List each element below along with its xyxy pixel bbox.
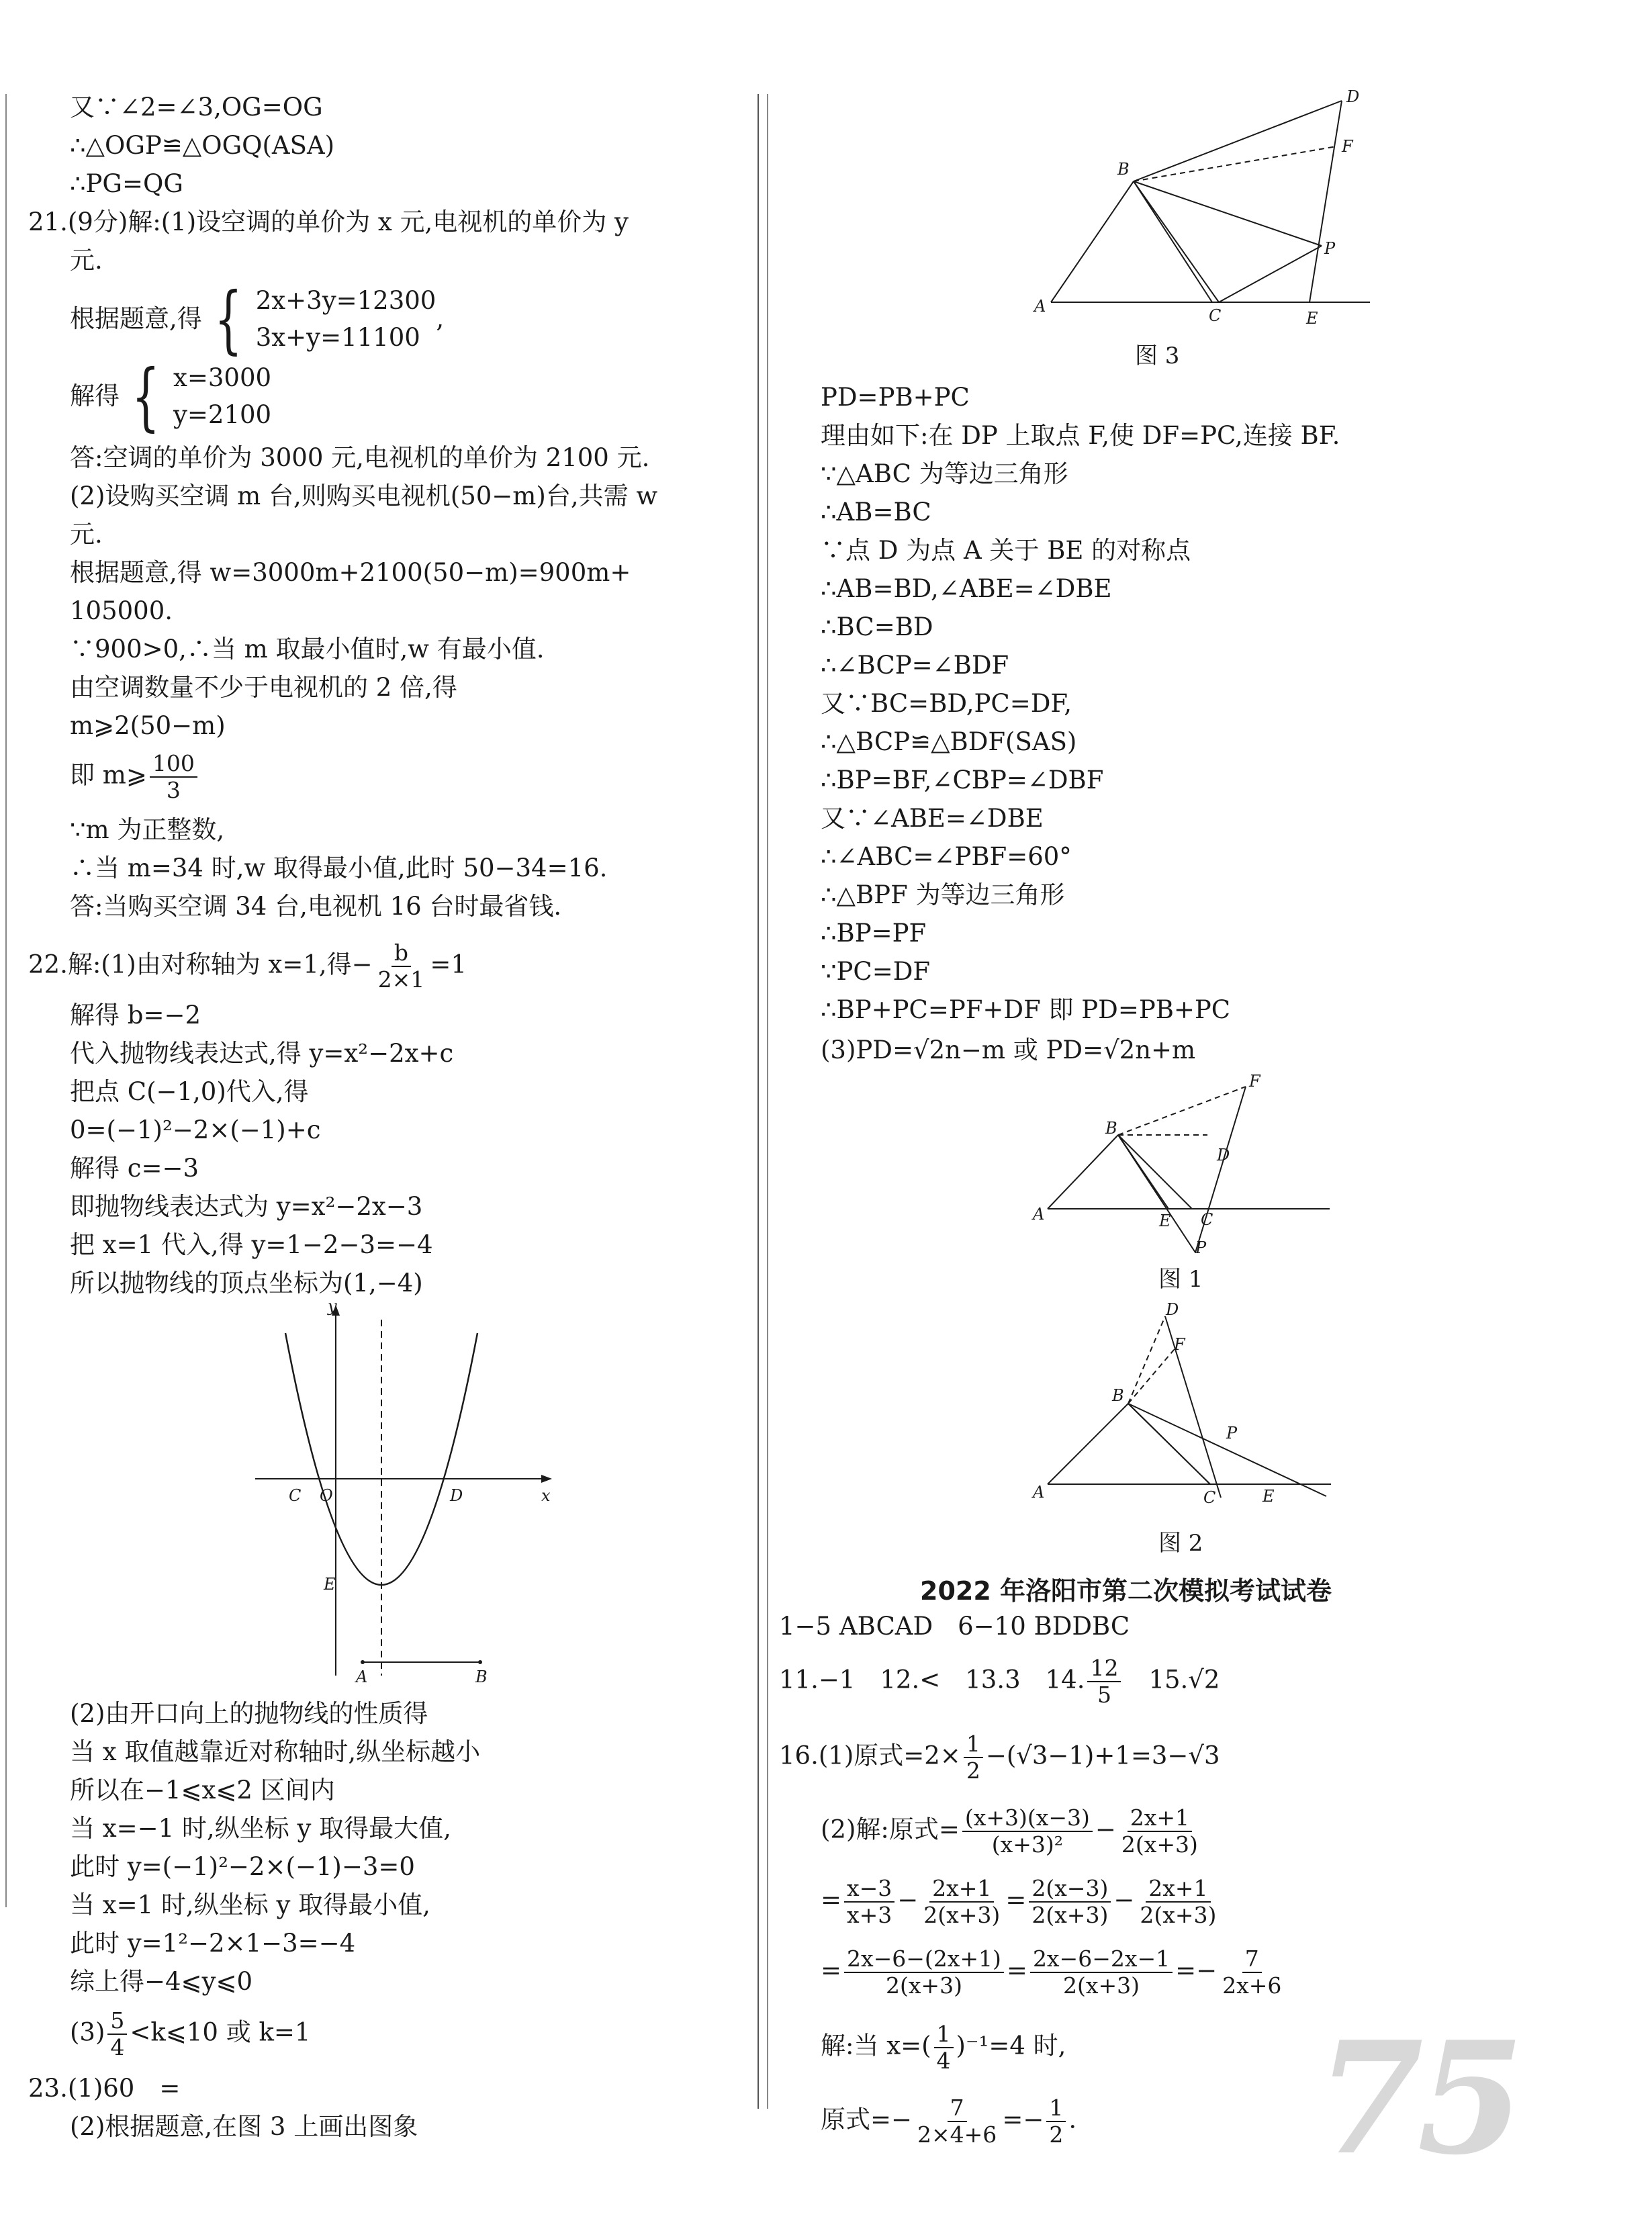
point-label-b: B: [1117, 160, 1130, 179]
text-line: 又∵∠2=∠3,OG=OG: [70, 93, 323, 122]
point-label-c: C: [1203, 1488, 1216, 1507]
text-line: [821, 2095, 1076, 2148]
fraction-denominator: 2x+6: [1222, 1972, 1282, 1999]
text-line: ∵900>0,∴当 m 取最小值时,w 有最小值.: [70, 635, 545, 664]
fraction-denominator: 4: [110, 2034, 125, 2060]
text-line: 理由如下:在 DP 上取点 F,使 DF=PC,连接 BF.: [821, 421, 1340, 450]
fraction-numerator: 2x−6−2x−1: [1030, 1946, 1173, 1973]
fraction: [1029, 1876, 1111, 1928]
fraction: [934, 2021, 954, 2074]
fraction: [1137, 1876, 1219, 1928]
text-line: 解得 b=−2: [70, 1001, 201, 1030]
point-label-f: F: [1249, 1075, 1260, 1091]
text-line: 此时 y=(−1)²−2×(−1)−3=0: [70, 1852, 415, 1881]
text-line: (3)PD=√2n−m 或 PD=√2n+m: [821, 1036, 1196, 1064]
text-line: (2)根据题意,在图 3 上画出图象: [70, 2112, 418, 2141]
text-line: 当 x=−1 时,纵坐标 y 取得最大值,: [70, 1814, 451, 1843]
fraction: [1220, 1946, 1284, 1999]
point-label-c: C: [1201, 1210, 1213, 1229]
text-span: )⁻¹=4 时,: [956, 2031, 1066, 2060]
text-line: ∵△ABC 为等边三角形: [821, 459, 1068, 488]
text-line: 元.: [70, 520, 103, 549]
text-line: 0=(−1)²−2×(−1)+c: [70, 1115, 321, 1144]
text-span: (2)解:原式=: [821, 1815, 960, 1844]
text-line: = $\frac{x-3}{x+3}$ − $\frac{2x+1}{2(x+3)}$ = $\frac{2(x-3)}{2(x+3)}$ − $\frac{2x+1}{2(x+3)}$: [821, 1876, 1222, 1928]
right-column: [759, 0, 1652, 2237]
text-line: 由空调数量不少于电视机的 2 倍,得: [70, 673, 457, 702]
text-span: −(√3−1)+1=3−√3: [985, 1741, 1220, 1770]
fraction-numerator: 5: [107, 2008, 127, 2035]
text-line: 所以在−1⩽x⩽2 区间内: [70, 1776, 335, 1805]
fraction-denominator: 2(x+3): [1140, 1902, 1217, 1928]
text-line: [70, 751, 200, 803]
fraction-denominator: 2×1: [377, 966, 425, 993]
left-column: [0, 0, 759, 2237]
text-line: 105000.: [70, 596, 173, 625]
fraction-numerator: 12: [1087, 1655, 1121, 1682]
equation-system: [70, 276, 445, 362]
text-span: 解:当 x=(: [821, 2031, 931, 2060]
point-label-e: E: [1263, 1487, 1275, 1506]
fraction-numerator: 2x+1: [929, 1876, 994, 1903]
equation: 3x+y=11100: [255, 323, 420, 352]
fraction-numerator: (x+3)(x−3): [962, 1805, 1093, 1832]
text-line: ∴AB=BC: [821, 498, 931, 527]
text-span: 11.−1 12.< 13.3 14.: [779, 1665, 1085, 1694]
text-span: .: [1068, 2105, 1077, 2134]
brace-icon: {: [214, 276, 242, 362]
text-line: 根据题意,得 w=3000m+2100(50−m)=900m+: [70, 558, 631, 587]
fraction-denominator: 5: [1097, 1682, 1111, 1708]
text-line: 元.: [70, 246, 103, 275]
question-23-heading: 23.(1)60 =: [28, 2074, 181, 2103]
fraction-numerator: 1: [1046, 2095, 1066, 2122]
figure-2-caption: 图 2: [1158, 1530, 1203, 1557]
figure-3: [1021, 87, 1397, 343]
fraction-numerator: 7: [948, 2095, 967, 2122]
x-axis-label: x: [541, 1486, 551, 1505]
text-line: 即抛物线表达式为 y=x²−2x−3: [70, 1192, 423, 1221]
figure-1-caption: 图 1: [1158, 1266, 1203, 1293]
text-line: = $\frac{2x-6-(2x+1)}{2(x+3)}$ = $\frac{2x-6-2x-1}{2(x+3)}$ =− $\frac{7}{2x+6}$: [821, 1946, 1287, 1999]
text-line: 所以抛物线的顶点坐标为(1,−4): [70, 1269, 423, 1297]
brace-icon: {: [132, 353, 160, 439]
text-line: ∴当 m=34 时,w 取得最小值,此时 50−34=16.: [70, 854, 608, 882]
parabola-graph: [242, 1299, 564, 1689]
text-span: 16.(1)原式=2×: [779, 1741, 961, 1770]
equation: x=3000: [173, 363, 272, 392]
text-line: ∴BC=BD: [821, 612, 933, 641]
point-label-p: P: [1324, 239, 1336, 258]
text-line: ∴△BPF 为等边三角形: [821, 880, 1065, 909]
text-line: ∴BP=PF: [821, 919, 927, 948]
fraction: [915, 2095, 999, 2148]
fraction: [844, 1946, 1004, 1999]
text-span: 原式=−: [821, 2105, 913, 2134]
point-label-e: E: [1159, 1212, 1171, 1230]
fraction-denominator: 2×4+6: [917, 2121, 997, 2148]
text-line: PD=PB+PC: [821, 383, 970, 412]
question-21-heading: 21.(9分)解:(1)设空调的单价为 x 元,电视机的单价为 y: [28, 208, 629, 236]
text-line: 此时 y=1²−2×1−3=−4: [70, 1929, 356, 1958]
text-line: 又∵∠ABE=∠DBE: [821, 804, 1044, 833]
text-line: ∴AB=BD,∠ABE=∠DBE: [821, 574, 1112, 603]
text-line: ∵PC=DF: [821, 957, 931, 986]
fraction-denominator: (x+3)²: [991, 1831, 1064, 1858]
fraction-numerator: b: [392, 940, 411, 967]
text-span: <k⩽10 或 k=1: [130, 2017, 311, 2047]
fraction: [1119, 1805, 1201, 1858]
text-line: 代入抛物线表达式,得 y=x²−2x+c: [70, 1039, 454, 1068]
text-line: [70, 2008, 310, 2060]
point-label-a: A: [1033, 1483, 1045, 1502]
equation: 2x+3y=12300: [255, 286, 437, 315]
point-label-b: B: [1112, 1386, 1124, 1405]
fraction: [375, 940, 428, 993]
fraction-denominator: 2(x+3): [1031, 1902, 1109, 1928]
origin-label: O: [320, 1486, 333, 1505]
point-label-c: C: [289, 1486, 302, 1505]
text-span: =1: [430, 950, 467, 979]
text-line: 当 x=1 时,纵坐标 y 取得最小值,: [70, 1890, 430, 1919]
text-line: 把点 C(−1,0)代入,得: [70, 1077, 309, 1106]
answer-line: 1−5 ABCAD 6−10 BDDBC: [779, 1612, 1130, 1641]
point-label-e: E: [324, 1575, 336, 1594]
fraction-numerator: 100: [150, 751, 197, 778]
text-line: 又∵BC=BD,PC=DF,: [821, 689, 1072, 718]
fraction-denominator: 2: [1049, 2121, 1064, 2148]
text-line: [821, 2021, 1066, 2074]
point-label-f: F: [1342, 137, 1353, 156]
text-line: (2)解:原式= $\frac{(x+3)(x-3)}{\text{(x+3)²}}$ − $\frac{2x+1}{2(x+3)}$: [821, 1805, 1203, 1858]
text-span: 即 m⩾: [70, 760, 147, 790]
text-line: ∴BP+PC=PF+DF 即 PD=PB+PC: [821, 995, 1231, 1024]
text-line: ∴△OGP≌△OGQ(ASA): [70, 131, 335, 160]
fraction: [1030, 1946, 1173, 1999]
text-line: (2)设购买空调 m 台,则购买电视机(50−m)台,共需 w: [70, 482, 658, 510]
text-line: ∵点 D 为点 A 关于 BE 的对称点: [821, 536, 1191, 565]
point-label-b: B: [475, 1668, 488, 1686]
point-label-a: A: [1033, 1205, 1045, 1224]
fraction-denominator: 2(x+3): [1121, 1831, 1198, 1858]
text-line: ∴PG=QG: [70, 169, 183, 198]
question-22-heading: [28, 940, 467, 993]
fraction: [1046, 2095, 1066, 2148]
point-label-a: A: [356, 1668, 368, 1686]
text-line: ,: [436, 304, 445, 333]
figure-2: [1027, 1303, 1336, 1518]
y-axis-label: y: [328, 1299, 337, 1316]
text-line: ∴∠BCP=∠BDF: [821, 651, 1009, 680]
point-label-d: D: [1166, 1303, 1179, 1319]
fraction-numerator: 1: [964, 1731, 983, 1758]
fraction-numerator: 1: [934, 2021, 954, 2048]
point-label-p: P: [1195, 1238, 1207, 1257]
text-span: 15.√2: [1123, 1665, 1220, 1694]
point-label-d: D: [450, 1486, 463, 1505]
fraction-numerator: 2x+1: [1146, 1876, 1210, 1903]
fraction-numerator: 7: [1242, 1946, 1262, 1973]
point-label-d: D: [1217, 1146, 1230, 1165]
fraction-denominator: 2: [966, 1757, 980, 1784]
fraction-numerator: 2x+1: [1128, 1805, 1192, 1832]
fraction-denominator: 2(x+3): [1063, 1972, 1140, 1999]
text-line: 当 x 取值越靠近对称轴时,纵坐标越小: [70, 1737, 481, 1766]
text-line: 根据题意,得: [70, 304, 202, 333]
text-line: 把 x=1 代入,得 y=1−2−3=−4: [70, 1230, 433, 1259]
fraction-numerator: 2x−6−(2x+1): [844, 1946, 1004, 1973]
text-line: ∴BP=BF,∠CBP=∠DBF: [821, 766, 1104, 794]
point-label-c: C: [1209, 306, 1222, 325]
page-number: 75: [1316, 2008, 1518, 2189]
fraction: [964, 1731, 983, 1784]
answer-line: [779, 1655, 1220, 1708]
fraction-denominator: 2(x+3): [923, 1902, 1001, 1928]
fraction: [150, 751, 197, 803]
equation: y=2100: [173, 400, 272, 429]
point-label-d: D: [1346, 87, 1360, 106]
fraction: [1087, 1655, 1121, 1708]
point-label-p: P: [1226, 1424, 1238, 1443]
fraction-denominator: 3: [166, 777, 181, 803]
section-title: 2022 年洛阳市第二次模拟考试试卷: [920, 1576, 1332, 1606]
point-label-b: B: [1105, 1119, 1117, 1138]
figure-3-caption: 图 3: [1135, 343, 1180, 369]
text-line: ∴△BCP≌△BDF(SAS): [821, 727, 1077, 756]
fraction: [107, 2008, 127, 2060]
text-line: (2)由开口向上的抛物线的性质得: [70, 1699, 428, 1728]
fraction-denominator: 2(x+3): [885, 1972, 962, 1999]
text-line: ∴∠ABC=∠PBF=60°: [821, 842, 1072, 871]
fraction: [844, 1876, 894, 1928]
text-line: 答:空调的单价为 3000 元,电视机的单价为 2100 元.: [70, 443, 650, 472]
text-line: 解得: [70, 381, 120, 410]
text-line: ∵m 为正整数,: [70, 815, 225, 844]
point-label-e: E: [1306, 309, 1318, 328]
fraction-denominator: 4: [936, 2048, 951, 2074]
figure-1: [1027, 1075, 1336, 1263]
text-line: 答:当购买空调 34 台,电视机 16 台时最省钱.: [70, 892, 562, 921]
text-line: 综上得−4⩽y⩽0: [70, 1967, 253, 1996]
fraction: [962, 1805, 1093, 1858]
text-line: m⩾2(50−m): [70, 711, 226, 740]
text-line: 解得 c=−3: [70, 1154, 199, 1183]
text-span: =−: [1002, 2105, 1044, 2134]
text-span: (3): [70, 2017, 105, 2047]
solution-system: [70, 353, 272, 439]
point-label-a: A: [1034, 297, 1046, 316]
text-span: 22.解:(1)由对称轴为 x=1,得−: [28, 950, 373, 979]
point-label-f: F: [1174, 1335, 1185, 1354]
question-16-line: [779, 1731, 1220, 1784]
fraction-numerator: x−3: [844, 1876, 894, 1903]
fraction-denominator: x+3: [847, 1902, 892, 1928]
fraction-numerator: 2(x−3): [1029, 1876, 1111, 1903]
fraction: [921, 1876, 1003, 1928]
